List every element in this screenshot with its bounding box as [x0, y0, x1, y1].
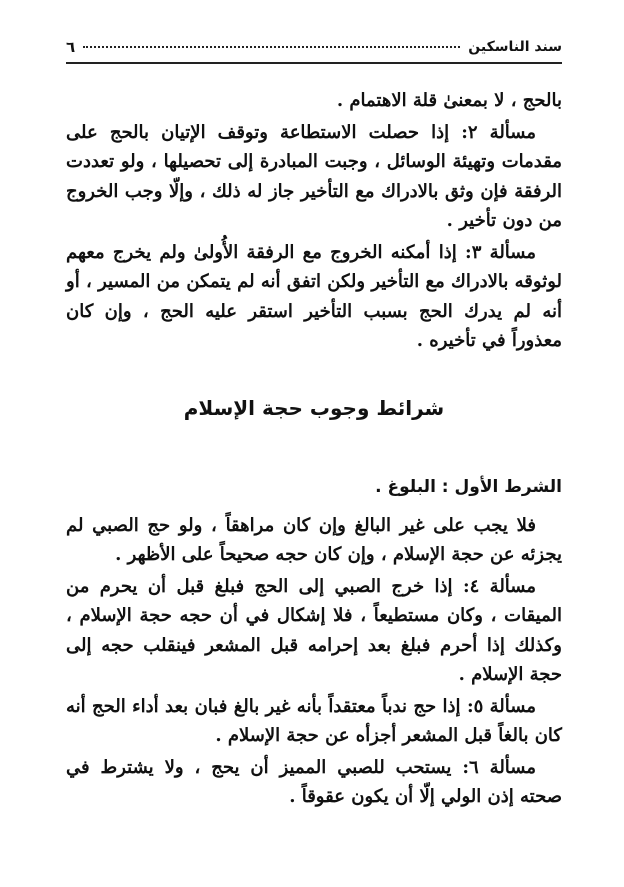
masala-2-label: مسألة ٢:	[461, 121, 536, 143]
masala-3-text: إذا أمكنه الخروج مع الرفقة الأُولىٰ ولم يخرج معهم لوثوقه بالادراك مع التأخير ولكن اتفق أنه لم يتمكن من المسير ، أو أنه لم يدرك الحج بسبب التأخير استقر عليه الحج ، وإن كان معذوراً في تأخيره .	[66, 241, 562, 351]
masala-2	[66, 118, 562, 236]
masala-6-label: مسألة ٦:	[462, 756, 536, 778]
masala-5	[66, 692, 562, 751]
masala-4	[66, 572, 562, 690]
masala-5-text: إذا حج ندباً معتقداً بأنه غير بالغ فبان بعد أداء الحج أنه كان بالغاً قبل المشعر أجزأه عن حجة الإسلام .	[66, 695, 562, 746]
masala-3-label: مسألة ٣:	[465, 241, 536, 263]
page-number: ٦	[66, 38, 76, 56]
section-heading: شرائط وجوب حجة الإسلام	[183, 395, 445, 420]
header-dotted-leader	[83, 46, 460, 48]
masala-6	[66, 753, 562, 812]
book-title: سند الناسكين	[468, 39, 562, 55]
continuation-paragraph: بالحج ، لا بمعنىٰ قلة الاهتمام .	[336, 90, 562, 111]
condition-heading: الشرط الأول : البلوغ .	[375, 477, 562, 497]
condition-intro: فلا يجب على غير البالغ وإن كان مراهقاً ، ولو حج الصبي لم يجزئه عن حجة الإسلام ، وإن كان حجه صحيحاً على الأظهر .	[66, 514, 562, 565]
running-header	[66, 36, 562, 58]
masala-4-label: مسألة ٤:	[462, 575, 536, 597]
masala-3	[66, 238, 562, 356]
header-rule	[66, 62, 562, 64]
masala-4-text: إذا خرج الصبي إلى الحج فبلغ قبل أن يحرم من الميقات ، وكان مستطيعاً ، فلا إشكال في أن حجه حجة الإسلام ، وكذلك إذا أحرم فبلغ بعد إحرامه قبل المشعر فينقلب حجه إلى حجة الإسلام .	[66, 575, 562, 685]
page-body	[66, 86, 562, 814]
masala-6-text: يستحب للصبي المميز أن يحج ، ولا يشترط في صحته إذن الولي إلّا أن يكون عقوقاً .	[66, 756, 562, 807]
masala-2-text: إذا حصلت الاستطاعة وتوقف الإتيان بالحج على مقدمات وتهيئة الوسائل ، وجبت المبادرة إلى تحصيلها ، ولو تعددت الرفقة فإن وثق بالادراك مع التأخير جاز له ذلك ، وإلّا وجب الخروج من دون تأخير .	[66, 121, 562, 231]
masala-5-label: مسألة ٥:	[466, 695, 536, 717]
